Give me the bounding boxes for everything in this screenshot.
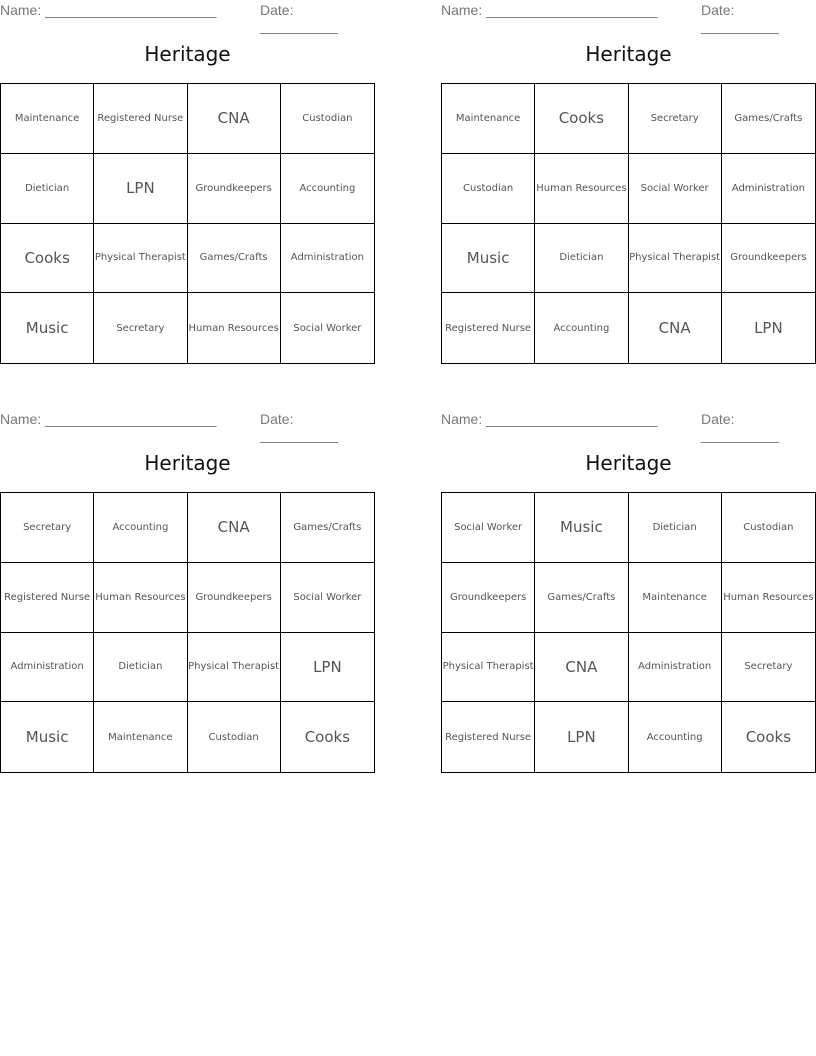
bingo-cell: Music: [535, 493, 628, 563]
card-title: Heritage: [144, 451, 231, 475]
bingo-cell: Maintenance: [94, 702, 187, 772]
bingo-cell: Music: [1, 293, 94, 363]
bingo-cell: Dietician: [535, 224, 628, 294]
bingo-cell: Custodian: [442, 154, 535, 224]
bingo-cell: Human Resources: [535, 154, 628, 224]
bingo-cell: Custodian: [722, 493, 815, 563]
date-field: Date: __________: [260, 411, 338, 443]
bingo-cell: Secretary: [94, 293, 187, 363]
card-title: Heritage: [144, 42, 231, 66]
bingo-cell: Social Worker: [293, 322, 362, 334]
bingo-cell: Games/Crafts: [722, 84, 815, 154]
bingo-grid: [0, 492, 375, 773]
bingo-cell: Human Resources: [94, 563, 187, 633]
name-field: Name: ______________________: [441, 411, 658, 427]
bingo-cell: Cooks: [535, 84, 628, 154]
bingo-cell: LPN: [94, 154, 187, 224]
bingo-cell: Cooks: [304, 728, 351, 747]
card-title: Heritage: [585, 451, 672, 475]
bingo-cell: Custodian: [188, 702, 281, 772]
bingo-cell: Music: [1, 702, 94, 772]
card-title: Heritage: [585, 42, 672, 66]
bingo-cell: Social Worker: [281, 563, 374, 633]
bingo-cell: Secretary: [1, 493, 94, 563]
bingo-cell: Games/Crafts: [535, 563, 628, 633]
bingo-card: [441, 0, 816, 338]
bingo-cell: Music: [442, 224, 535, 294]
bingo-cell: Games/Crafts: [281, 493, 374, 563]
name-date-row: [441, 2, 816, 34]
bingo-cell: CNA: [535, 633, 628, 703]
bingo-cell: Physical Therapist: [442, 633, 535, 703]
bingo-cell: Physical Therapist: [188, 633, 281, 703]
bingo-cell: Registered Nurse: [442, 293, 535, 363]
date-field: Date: __________: [701, 411, 779, 443]
bingo-cell: Cooks: [745, 728, 792, 747]
bingo-cell: Secretary: [629, 84, 722, 154]
bingo-cell: Administration: [1, 633, 94, 703]
bingo-cell: Maintenance: [1, 84, 94, 154]
bingo-cell: Physical Therapist: [629, 224, 722, 294]
bingo-card: [441, 409, 816, 747]
bingo-cell: Registered Nurse: [1, 563, 94, 633]
bingo-cell: Accounting: [535, 293, 628, 363]
bingo-cell: Social Worker: [629, 154, 722, 224]
bingo-cell: CNA: [188, 493, 281, 563]
bingo-cell: Groundkeepers: [188, 154, 281, 224]
bingo-cell: Maintenance: [442, 84, 535, 154]
date-field: Date: __________: [701, 2, 779, 34]
bingo-cell: Registered Nurse: [442, 702, 535, 772]
bingo-cell: CNA: [629, 293, 722, 363]
bingo-cell: Administration: [722, 154, 815, 224]
bingo-cell: LPN: [535, 702, 628, 772]
bingo-cell: Dietician: [94, 633, 187, 703]
bingo-cell: Administration: [281, 224, 374, 294]
name-field: Name: ______________________: [0, 2, 217, 18]
bingo-cell: Games/Crafts: [188, 224, 281, 294]
bingo-grid: [441, 83, 816, 364]
bingo-cell: LPN: [754, 319, 783, 338]
bingo-cell: Cooks: [1, 224, 94, 294]
bingo-cell: Custodian: [281, 84, 374, 154]
bingo-cell: CNA: [188, 84, 281, 154]
bingo-cell: Groundkeepers: [188, 563, 281, 633]
bingo-cell: Groundkeepers: [722, 224, 815, 294]
bingo-cell: LPN: [281, 633, 374, 703]
bingo-cell: Human Resources: [722, 563, 815, 633]
bingo-cell: Dietician: [1, 154, 94, 224]
name-date-row: [441, 411, 816, 443]
bingo-cell: Administration: [629, 633, 722, 703]
name-field: Name: ______________________: [441, 2, 658, 18]
name-field: Name: ______________________: [0, 411, 217, 427]
bingo-cell: Accounting: [629, 702, 722, 772]
bingo-cell: Groundkeepers: [442, 563, 535, 633]
bingo-cell: Dietician: [629, 493, 722, 563]
bingo-grid: [441, 492, 816, 773]
bingo-card: [0, 0, 375, 338]
bingo-cell: Human Resources: [188, 293, 281, 363]
name-date-row: [0, 2, 375, 34]
name-date-row: [0, 411, 375, 443]
bingo-grid: [0, 83, 375, 364]
bingo-cell: Physical Therapist: [94, 224, 187, 294]
bingo-cell: Accounting: [94, 493, 187, 563]
bingo-cell: Social Worker: [442, 493, 535, 563]
bingo-card: [0, 409, 375, 747]
bingo-cell: Secretary: [722, 633, 815, 703]
bingo-cell: Maintenance: [629, 563, 722, 633]
bingo-cell: Registered Nurse: [94, 84, 187, 154]
date-field: Date: __________: [260, 2, 338, 34]
bingo-cell: Accounting: [281, 154, 374, 224]
